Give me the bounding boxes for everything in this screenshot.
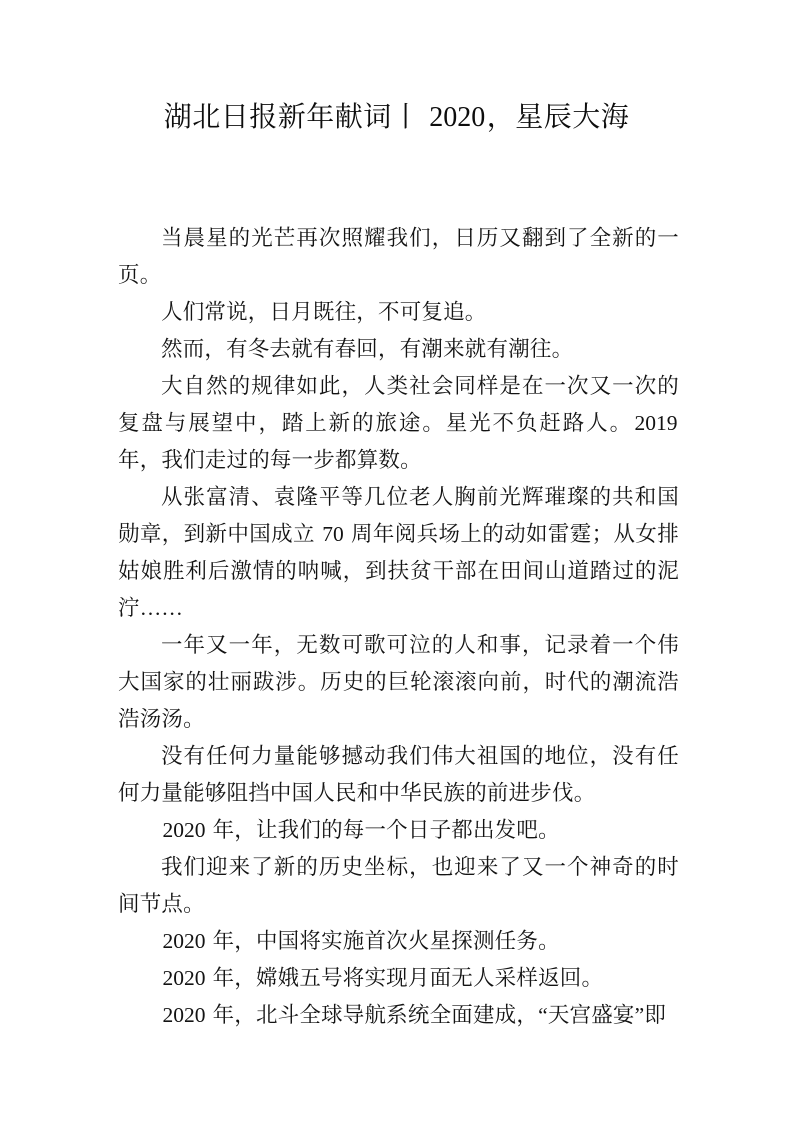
paragraph: 2020 年，嫦娥五号将实现月面无人采样返回。 xyxy=(162,966,604,990)
paragraph: 2020 年，北斗全球导航系统全面建成，“天宫盛宴”即 xyxy=(162,1003,667,1027)
numeral: 2020 xyxy=(162,1003,206,1027)
paragraph: 人们常说，日月既往，不可复追。 xyxy=(161,300,487,324)
numeral: 2020 xyxy=(429,102,486,133)
paragraph: 当晨星的光芒再次照耀我们，日历又翻到了全新的一页。 xyxy=(118,226,679,287)
page-title: 湖北日报新年献词丨 2020，星辰大海 xyxy=(163,102,630,133)
numeral: 70 xyxy=(322,522,344,546)
numeral: 2020 xyxy=(162,818,206,842)
paragraph: 一年又一年，无数可歌可泣的人和事，记录着一个伟大国家的壮丽跋涉。历史的巨轮滚滚向前，时代的潮流浩浩汤汤。 xyxy=(118,633,679,731)
numeral: 2020 xyxy=(162,929,206,953)
paragraph: 从张富清、袁隆平等几位老人胸前光辉璀璨的共和国勋章，到新中国成立 70 周年阅兵场上的动如雷霆；从女排姑娘胜利后激情的呐喊，到扶贫干部在田间山道踏过的泥泞…… xyxy=(118,485,679,620)
paragraph: 然而，有冬去就有春回，有潮来就有潮往。 xyxy=(161,337,574,361)
numeral: 2020 xyxy=(162,966,206,990)
paragraph: 我们迎来了新的历史坐标，也迎来了又一个神奇的时间节点。 xyxy=(118,855,679,916)
numeral: 2019 xyxy=(634,411,678,435)
document-body xyxy=(118,220,679,1034)
paragraph: 没有任何力量能够撼动我们伟大祖国的地位，没有任何力量能够阻挡中国人民和中华民族的前进步伐。 xyxy=(118,744,679,805)
paragraph: 大自然的规律如此，人类社会同样是在一次又一次的复盘与展望中，踏上新的旅途。星光不负赶路人。2019 年，我们走过的每一步都算数。 xyxy=(118,374,679,472)
paragraph: 2020 年，中国将实施首次火星探测任务。 xyxy=(162,929,560,953)
paragraph: 2020 年，让我们的每一个日子都出发吧。 xyxy=(162,818,560,842)
